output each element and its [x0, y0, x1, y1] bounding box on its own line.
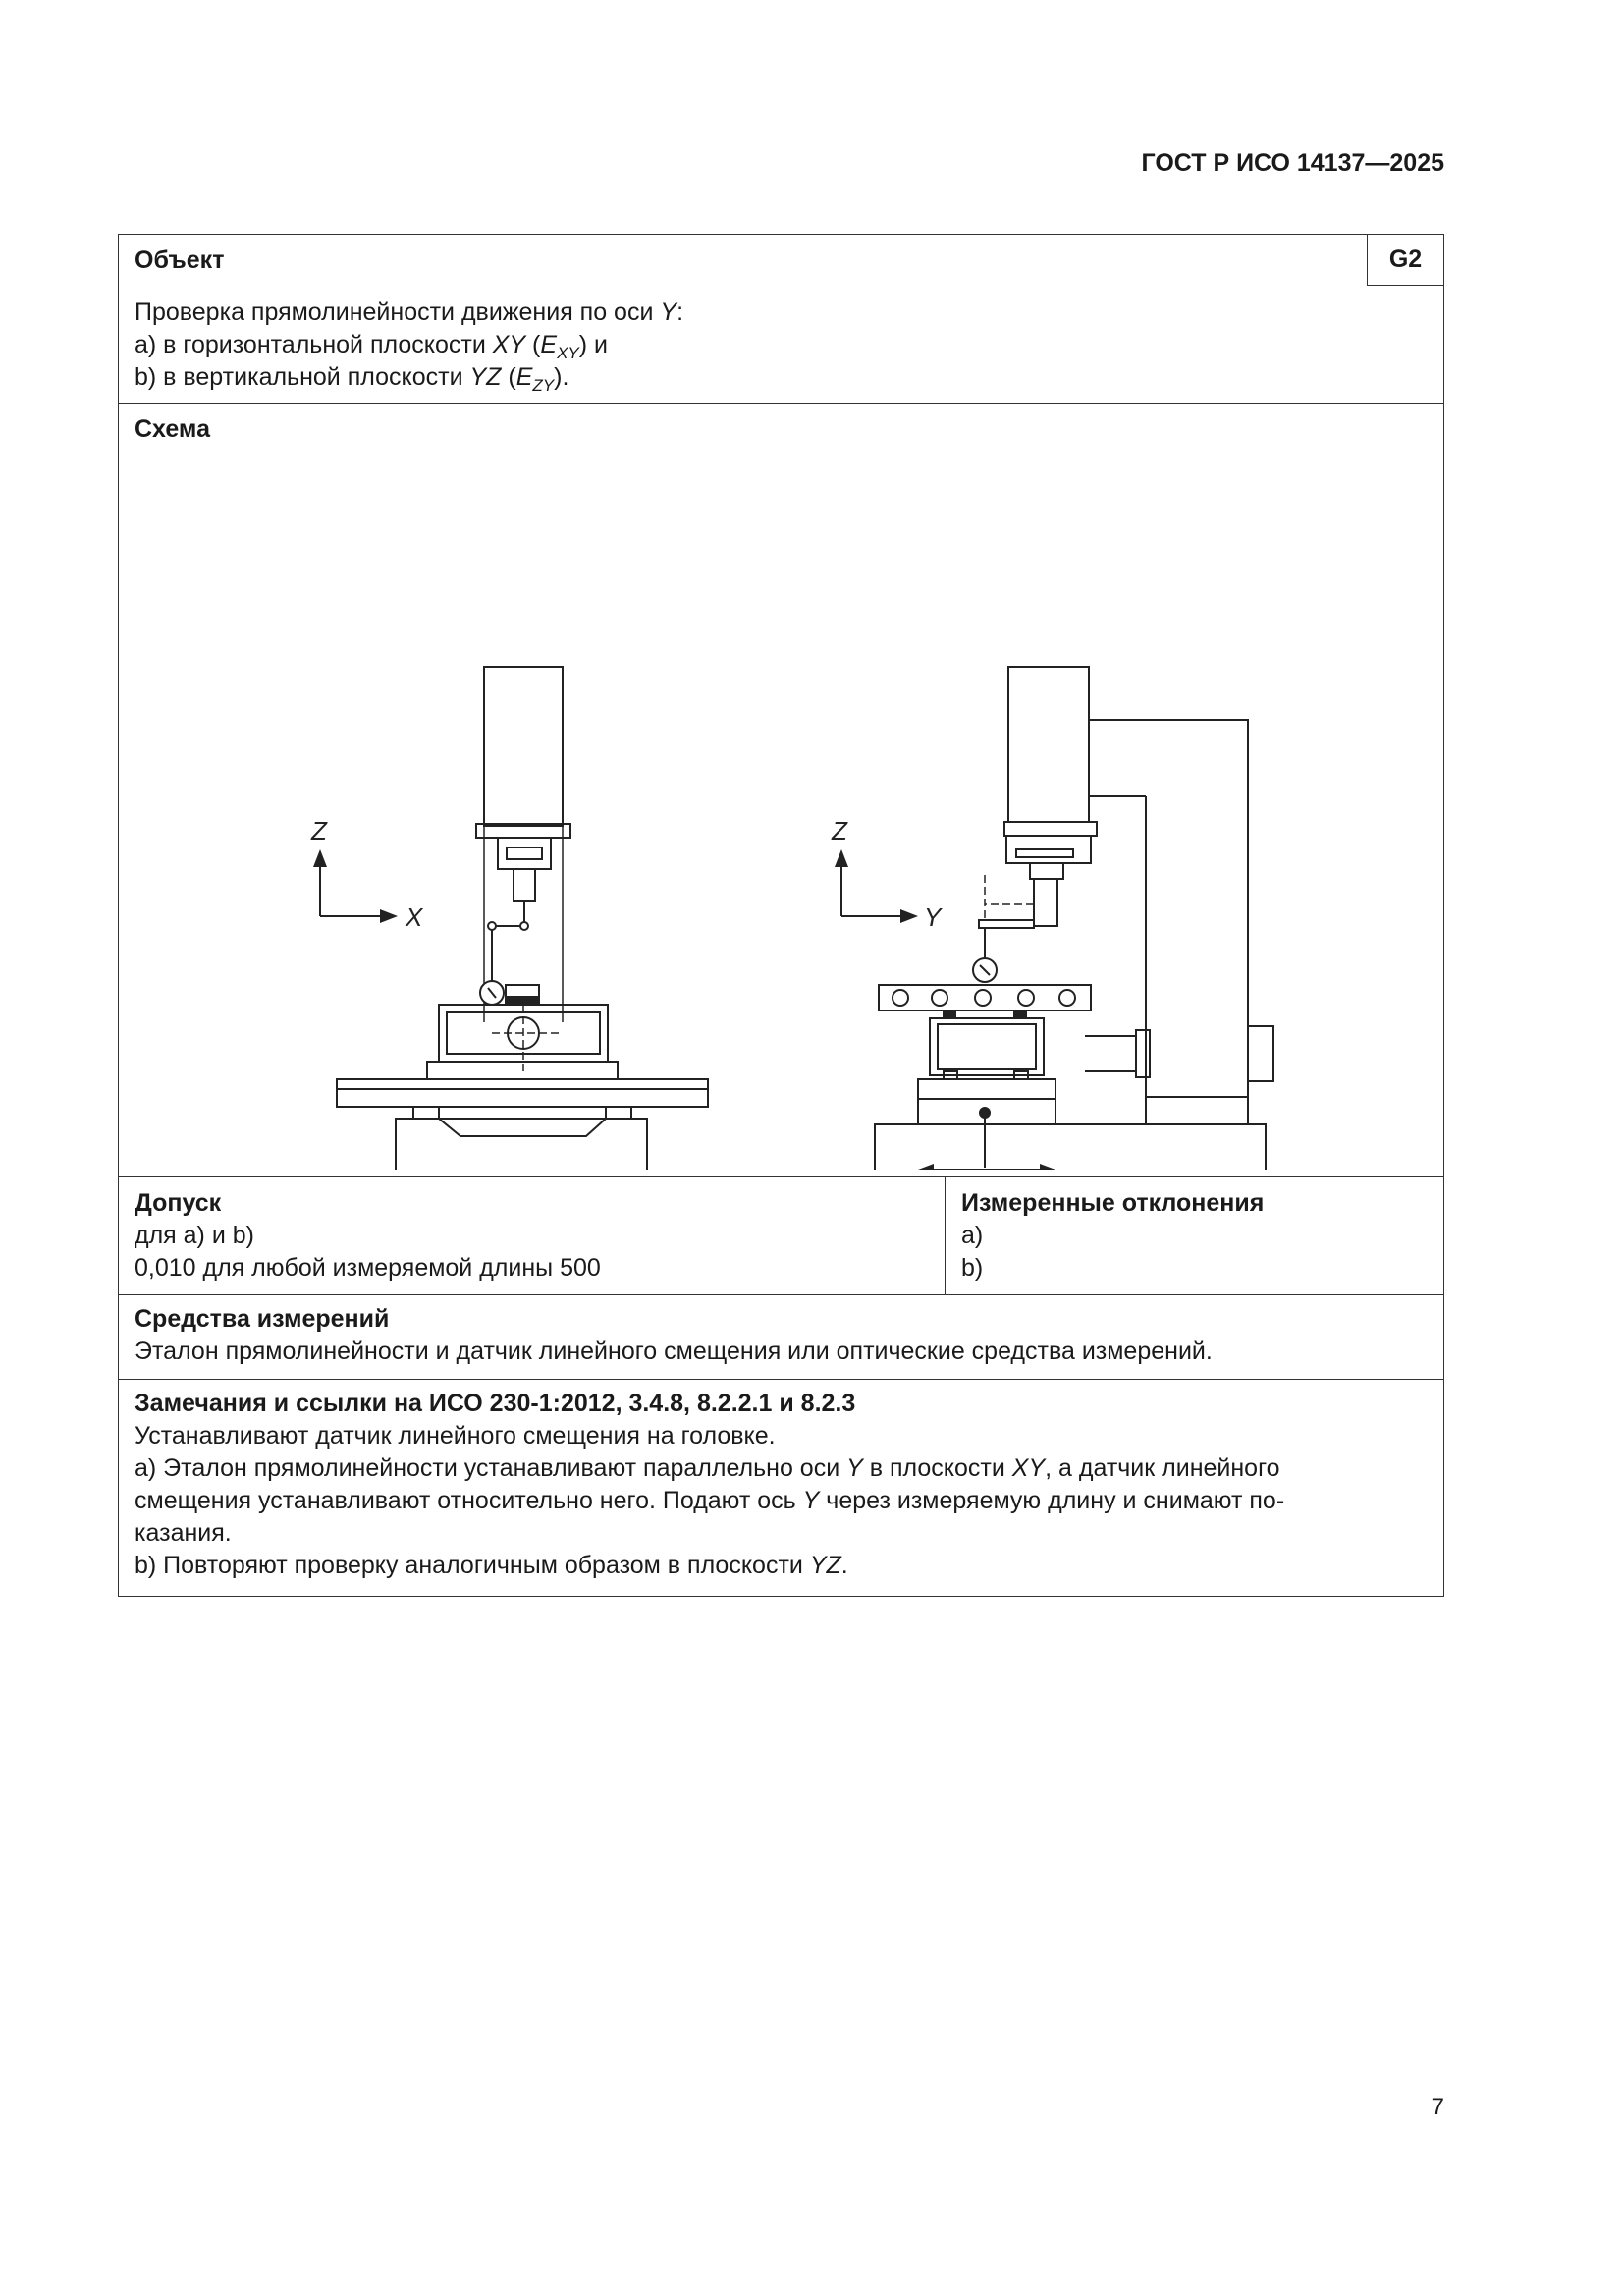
figure-b-drawing — [831, 667, 1273, 1170]
measured-cell — [946, 1177, 1443, 1294]
object-label: Объект — [135, 246, 225, 274]
notes-line-1: Устанавливают датчик линейного смещения на головке. — [135, 1422, 776, 1449]
standard-designation: ГОСТ Р ИСО 14137—2025 — [1141, 149, 1444, 177]
fig-b-axis-z: Z — [832, 816, 847, 846]
object-line-3: b) в вертикальной плоскости YZ $(E_{ZY})$. — [135, 363, 569, 395]
fig-a-axis-z: Z — [311, 816, 327, 846]
tolerance-cell — [119, 1177, 946, 1294]
page-number: 7 — [1431, 2094, 1444, 2120]
measured-line-1: a) — [961, 1222, 984, 1249]
scheme-section — [119, 404, 1443, 1177]
figure-a-drawing — [310, 667, 708, 1170]
measured-label: Измеренные отклонения — [961, 1189, 1265, 1217]
tolerance-row — [119, 1177, 1443, 1295]
scheme-drawing — [119, 443, 1413, 1170]
scheme-label: Схема — [135, 415, 210, 443]
inspection-form — [118, 234, 1444, 1597]
object-section — [119, 235, 1443, 404]
object-description — [135, 297, 1428, 394]
object-line-2: a) в горизонтальной плоскости XY $(E_{XY})$ и — [135, 331, 608, 362]
means-label: Средства измерений — [135, 1305, 390, 1333]
notes-line-2: a) Эталон прямолинейности устанавливают параллельно оси Y в плоскости XY, а датчик линейного — [135, 1454, 1280, 1482]
measuring-means-section — [119, 1295, 1443, 1380]
fig-b-axis-y: Y — [924, 902, 942, 932]
notes-line-4: казания. — [135, 1519, 232, 1547]
notes-label: Замечания и ссылки на ИСО 230-1:2012, 3.4.8, 8.2.2.1 и 8.2.3 — [135, 1390, 856, 1417]
notes-line-5: b) Повторяют проверку аналогичным образом в плоскости YZ. — [135, 1552, 848, 1579]
notes-line-3: смещения устанавливают относительно него. Подают ось Y через измеряемую длину и снимают по- — [135, 1487, 1285, 1514]
notes-section — [119, 1380, 1443, 1596]
fig-a-axis-x: X — [406, 902, 423, 932]
tolerance-line-2: 0,010 для любой измеряемой длины 500 — [135, 1254, 601, 1282]
measured-line-2: b) — [961, 1254, 984, 1282]
tolerance-label: Допуск — [135, 1189, 222, 1217]
object-line-1: Проверка прямолинейности движения по оси Y: — [135, 299, 684, 326]
test-code: G2 — [1367, 235, 1443, 286]
means-text: Эталон прямолинейности и датчик линейного смещения или оптические средства измерений. — [135, 1338, 1213, 1365]
tolerance-line-1: для a) и b) — [135, 1222, 254, 1249]
